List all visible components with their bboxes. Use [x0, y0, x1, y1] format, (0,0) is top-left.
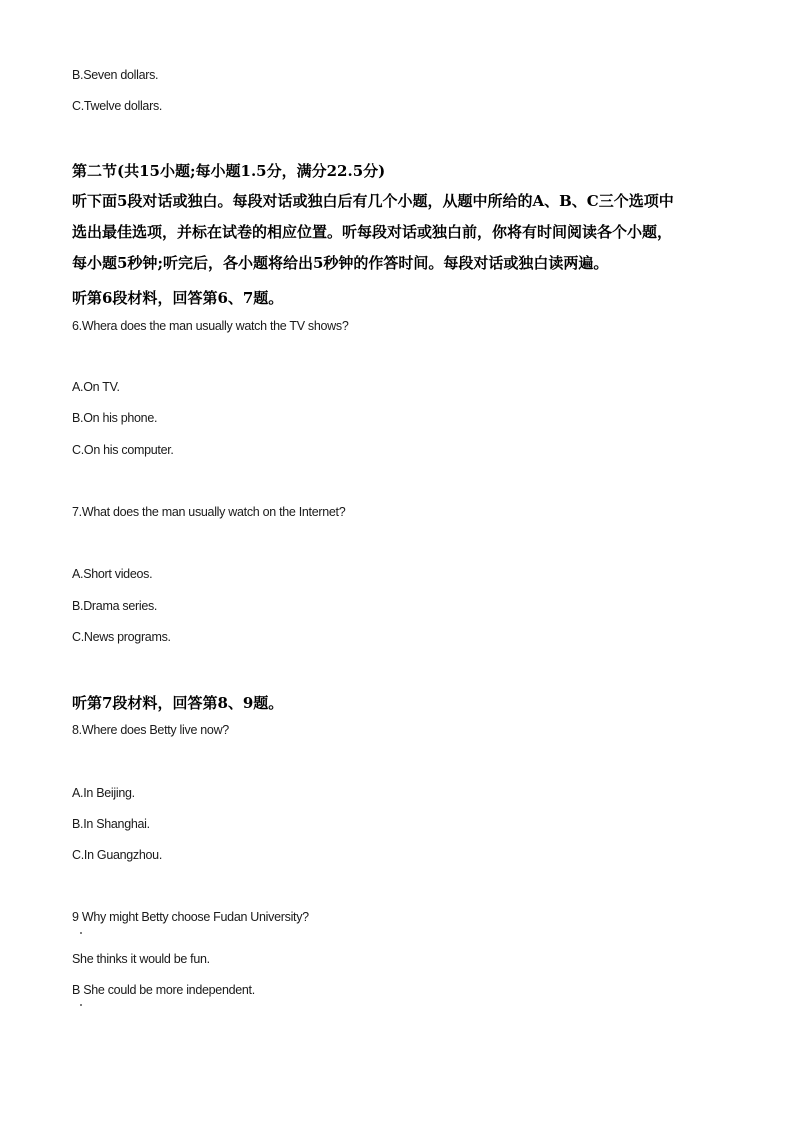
q6-option-a: A.On TV.: [72, 380, 120, 394]
q9-option-b: B She could be more independent.: [72, 983, 255, 997]
q7-option-b: B.Drama series.: [72, 599, 158, 613]
group6-heading: 听第6段材料，回答第6、7题。: [72, 289, 284, 307]
q6-option-c: C.On his computer.: [72, 443, 174, 457]
q9-option-a: She thinks it would be fun.: [72, 952, 210, 966]
q6-question: 6.Whera does the man usually watch the TV shows?: [72, 319, 349, 333]
q9-question: 9 Why might Betty choose Fudan University?: [72, 910, 309, 924]
instruction-line-3: 每小题5秒钟;听完后，各小题将给出5秒钟的作答时间。每段对话或独白读两遍。: [72, 254, 609, 272]
q8-option-b: B.In Shanghai.: [72, 817, 150, 831]
instruction-line-1: 听下面5段对话或独白。每段对话或独白后有几个小题，从题中所给的A、B、C三个选项中: [72, 192, 674, 210]
group7-heading: 听第7段材料，回答第8、9题。: [72, 694, 284, 712]
stray-dot-mark: [80, 932, 82, 934]
q5-option-c: C.Twelve dollars.: [72, 99, 163, 113]
q7-option-a: A.Short videos.: [72, 567, 153, 581]
q5-option-b: B.Seven dollars.: [72, 68, 159, 82]
stray-dot-mark: [80, 1004, 82, 1006]
q8-option-c: C.In Guangzhou.: [72, 848, 163, 862]
q7-option-c: C.News programs.: [72, 630, 171, 644]
q7-question: 7.What does the man usually watch on the Internet?: [72, 505, 346, 519]
section2-instructions: [72, 186, 732, 279]
section2-title: 第二节(共15小题;每小题1.5分，满分22.5分): [72, 162, 386, 180]
q8-option-a: A.In Beijing.: [72, 786, 135, 800]
q6-option-b: B.On his phone.: [72, 411, 158, 425]
q8-question: 8.Where does Betty live now?: [72, 723, 229, 737]
instruction-line-2: 选出最佳选项，并标在试卷的相应位置。听每段对话或独白前，你将有时间阅读各个小题，: [72, 223, 673, 241]
